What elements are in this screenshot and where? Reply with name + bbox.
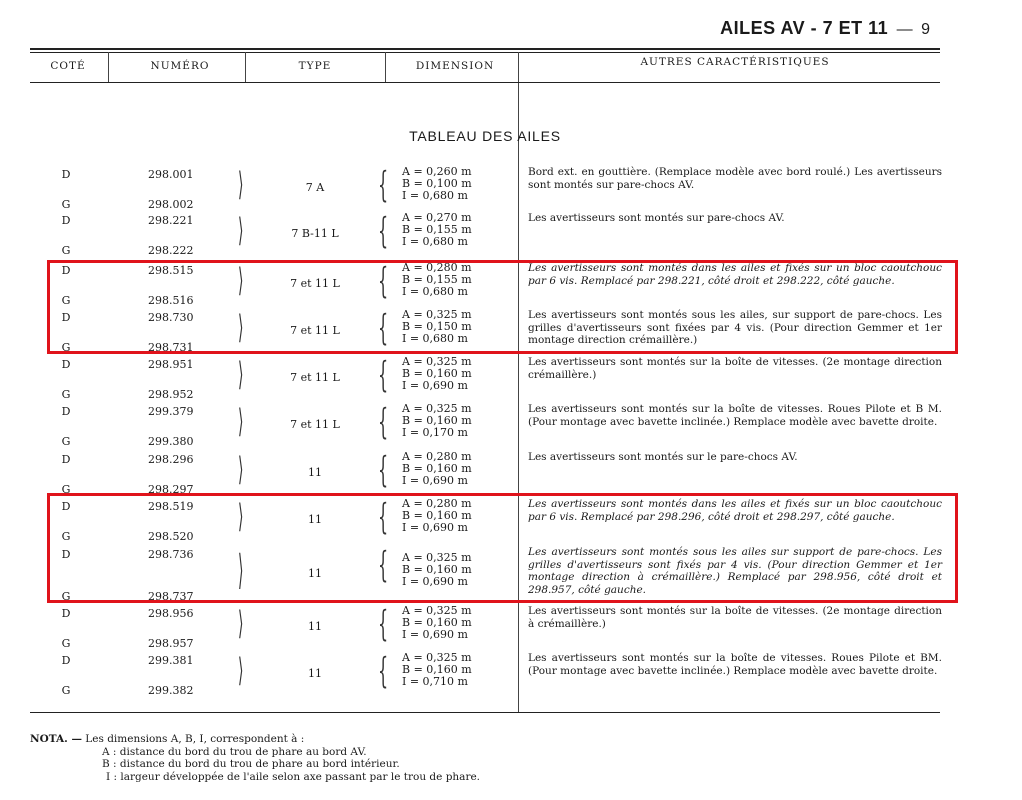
type-cell: 7 B-11 L xyxy=(291,227,339,240)
numero-cell: 298.515 xyxy=(148,264,194,277)
brace-icon: ⟩ xyxy=(238,606,244,644)
dimension-value: A = 0,270 m xyxy=(402,211,472,224)
brace-icon: { xyxy=(378,306,389,349)
brace-icon: { xyxy=(378,163,389,206)
cote-cell: D xyxy=(61,453,71,466)
dimension-value: B = 0,155 m xyxy=(402,223,472,236)
column-header-dimension: DIMENSION xyxy=(415,60,495,72)
type-cell: 7 et 11 L xyxy=(290,371,340,384)
type-cell: 7 et 11 L xyxy=(290,418,340,431)
type-cell: 11 xyxy=(308,667,322,680)
dimension-value: B = 0,160 m xyxy=(402,462,472,475)
cote-cell: G xyxy=(61,198,71,211)
dimension-value: I = 0,680 m xyxy=(402,332,468,345)
cote-cell: D xyxy=(61,654,71,667)
numero-cell: 298.957 xyxy=(148,637,194,650)
numero-cell: 298.296 xyxy=(148,453,194,466)
dimension-value: I = 0,680 m xyxy=(402,285,468,298)
numero-cell: 298.730 xyxy=(148,311,194,324)
dimension-value: B = 0,160 m xyxy=(402,509,472,522)
page-number: 9 xyxy=(921,21,930,38)
type-cell: 11 xyxy=(308,620,322,633)
numero-cell: 298.221 xyxy=(148,214,194,227)
brace-icon: ⟩ xyxy=(238,357,244,395)
type-cell: 7 et 11 L xyxy=(290,324,340,337)
table-title: TABLEAU DES AILES xyxy=(409,128,561,144)
cote-cell: G xyxy=(61,435,71,448)
table-row-group xyxy=(0,353,1022,402)
nota-intro: Les dimensions A, B, I, correspondent à : xyxy=(85,733,305,745)
column-header-numero: NUMÉRO xyxy=(150,60,210,72)
dimension-value: A = 0,280 m xyxy=(402,450,472,463)
description-cell: Les avertisseurs sont montés dans les ailes et fixés sur un bloc caoutchouc par 6 vis. Remplacé par 298.296, côté droit et 298.297, côté gauche. xyxy=(528,498,942,523)
header-rule-thin xyxy=(30,52,940,53)
dimension-value: I = 0,710 m xyxy=(402,675,468,688)
table-row-group xyxy=(0,602,1022,651)
table-row-group xyxy=(0,400,1022,449)
numero-cell: 299.379 xyxy=(148,405,194,418)
numero-cell: 298.951 xyxy=(148,358,194,371)
numero-cell: 298.956 xyxy=(148,607,194,620)
description-cell: Bord ext. en gouttière. (Remplace modèle avec bord roulé.) Les avertisseurs sont montés sur pare-chocs AV. xyxy=(528,166,942,191)
dimension-value: A = 0,280 m xyxy=(402,497,472,510)
dimension-cell xyxy=(402,166,512,202)
cote-cell: D xyxy=(61,264,71,277)
numero-cell: 298.737 xyxy=(148,590,194,603)
dimension-value: I = 0,680 m xyxy=(402,235,468,248)
brace-icon: { xyxy=(378,649,389,692)
numero-cell: 298.297 xyxy=(148,483,194,496)
brace-icon: ⟩ xyxy=(238,452,244,490)
numero-cell: 298.519 xyxy=(148,500,194,513)
cote-cell: D xyxy=(61,311,71,324)
dimension-value: I = 0,690 m xyxy=(402,521,468,534)
cote-cell: G xyxy=(61,590,71,603)
cote-cell: D xyxy=(61,548,71,561)
brace-icon: { xyxy=(378,543,389,586)
brace-icon: { xyxy=(378,495,389,538)
running-head-separator: — xyxy=(896,21,913,38)
column-divider xyxy=(108,52,109,82)
table-row-group xyxy=(0,649,1022,698)
dimension-value: A = 0,280 m xyxy=(402,261,472,274)
table-row-group xyxy=(0,448,1022,497)
type-cell: 11 xyxy=(308,567,322,580)
nota-item: A : distance du bord du trou de phare au bord AV. xyxy=(102,745,367,758)
dimension-value: A = 0,325 m xyxy=(402,651,472,664)
description-cell: Les avertisseurs sont montés sur la boîte de vitesses. (2e montage direction crémaillère.) xyxy=(528,356,942,381)
numero-cell: 298.002 xyxy=(148,198,194,211)
cote-cell: D xyxy=(61,168,71,181)
nota-block xyxy=(30,733,480,783)
dimension-value: I = 0,680 m xyxy=(402,189,468,202)
column-divider xyxy=(245,52,246,82)
numero-cell: 298.222 xyxy=(148,244,194,257)
table-row-group xyxy=(0,209,1022,258)
cote-cell: G xyxy=(61,244,71,257)
nota-item: I : largeur développée de l'aile selon axe passant par le trou de phare. xyxy=(106,770,481,783)
dimension-cell xyxy=(402,451,512,487)
cote-cell: D xyxy=(61,500,71,513)
cote-cell: G xyxy=(61,530,71,543)
table-bottom-rule xyxy=(30,712,940,713)
dimension-value: B = 0,160 m xyxy=(402,663,472,676)
column-header-type: TYPE xyxy=(298,60,332,72)
brace-icon: ⟩ xyxy=(238,499,244,537)
description-cell: Les avertisseurs sont montés dans les ailes et fixés sur un bloc caoutchouc par 6 vis. Remplacé par 298.221, côté droit et 298.222, côté gauche. xyxy=(528,262,942,287)
brace-icon: { xyxy=(378,353,389,396)
brace-icon: { xyxy=(378,400,389,443)
brace-icon: ⟩ xyxy=(238,653,244,691)
brace-icon: ⟩ xyxy=(238,167,244,205)
description-cell: Les avertisseurs sont montés sur la boîte de vitesses. (2e montage direction à crémaillère.) xyxy=(528,605,942,630)
description-cell: Les avertisseurs sont montés sur le pare-chocs AV. xyxy=(528,451,798,463)
dimension-value: B = 0,155 m xyxy=(402,273,472,286)
numero-cell: 298.952 xyxy=(148,388,194,401)
numero-cell: 299.382 xyxy=(148,684,194,697)
dimension-cell xyxy=(402,356,512,392)
description-cell: Les avertisseurs sont montés sous les ailes sur support de pare-chocs. Les grilles d'avertisseurs sont fixés par 4 vis. (Pour direction Gemmer et 1er montage direction à crémaillère.) Remplacé par 298.956, côté droit et 298.957, côté gauche. xyxy=(528,546,942,596)
dimension-value: I = 0,690 m xyxy=(402,379,468,392)
dimension-value: B = 0,160 m xyxy=(402,414,472,427)
nota-item: B : distance du bord du trou de phare au bord intérieur. xyxy=(102,758,400,770)
column-header-cote: COTÉ xyxy=(50,60,86,72)
dimension-value: A = 0,325 m xyxy=(402,402,472,415)
dimension-value: B = 0,160 m xyxy=(402,616,472,629)
cote-cell: G xyxy=(61,388,71,401)
brace-icon: ⟩ xyxy=(238,548,244,596)
description-cell: Les avertisseurs sont montés sur la boîte de vitesses. Roues Pilote et B M. (Pour montage avec bavette inclinée.) Remplace modèle avec bavette droite. xyxy=(528,403,942,428)
cote-cell: D xyxy=(61,214,71,227)
numero-cell: 298.736 xyxy=(148,548,194,561)
dimension-value: A = 0,325 m xyxy=(402,355,472,368)
description-cell: Les avertisseurs sont montés sous les ailes, sur support de pare-chocs. Les grilles d'avertisseurs sont fixées par 4 vis. (Pour direction Gemmer et 1er montage direction crémaillère.) xyxy=(528,309,942,346)
numero-cell: 298.001 xyxy=(148,168,194,181)
dimension-cell xyxy=(402,605,512,641)
dimension-value: A = 0,325 m xyxy=(402,604,472,617)
numero-cell: 299.380 xyxy=(148,435,194,448)
dimension-value: B = 0,160 m xyxy=(402,563,472,576)
dimension-cell xyxy=(402,652,512,688)
dimension-value: B = 0,150 m xyxy=(402,320,472,333)
dimension-value: B = 0,100 m xyxy=(402,177,472,190)
dimension-value: A = 0,325 m xyxy=(402,551,472,564)
brace-icon: ⟩ xyxy=(238,263,244,301)
dimension-value: I = 0,690 m xyxy=(402,474,468,487)
dimension-value: I = 0,690 m xyxy=(402,575,468,588)
brace-icon: ⟩ xyxy=(238,213,244,251)
dimension-value: B = 0,160 m xyxy=(402,367,472,380)
type-cell: 11 xyxy=(308,513,322,526)
running-head-title: AILES AV - 7 ET 11 xyxy=(720,18,889,38)
type-cell: 7 A xyxy=(305,181,325,194)
brace-icon: { xyxy=(378,448,389,491)
header-rule-thick xyxy=(30,48,940,50)
numero-cell: 298.520 xyxy=(148,530,194,543)
description-cell: Les avertisseurs sont montés sur la boîte de vitesses. Roues Pilote et BM. (Pour montage avec bavette inclinée.) Remplace modèle avec bavette droite. xyxy=(528,652,942,677)
dimension-value: I = 0,170 m xyxy=(402,426,468,439)
cote-cell: D xyxy=(61,607,71,620)
column-header-autres: AUTRES CARACTÉRISTIQUES xyxy=(640,56,830,68)
type-cell: 11 xyxy=(308,466,322,479)
header-rule-bottom xyxy=(30,82,940,83)
brace-icon: ⟩ xyxy=(238,404,244,442)
cote-cell: G xyxy=(61,341,71,354)
cote-cell: D xyxy=(61,405,71,418)
cote-cell: G xyxy=(61,637,71,650)
numero-cell: 298.731 xyxy=(148,341,194,354)
table-row-group xyxy=(0,163,1022,212)
brace-icon: { xyxy=(378,259,389,302)
brace-icon: { xyxy=(378,602,389,645)
brace-icon: { xyxy=(378,209,389,252)
cote-cell: G xyxy=(61,483,71,496)
dimension-cell xyxy=(402,212,512,248)
description-cell: Les avertisseurs sont montés sur pare-chocs AV. xyxy=(528,212,785,224)
cote-cell: D xyxy=(61,358,71,371)
dimension-value: I = 0,690 m xyxy=(402,628,468,641)
type-cell: 7 et 11 L xyxy=(290,277,340,290)
highlight-box-2 xyxy=(47,493,958,603)
dimension-value: A = 0,325 m xyxy=(402,308,472,321)
brace-icon: ⟩ xyxy=(238,310,244,348)
cote-cell: G xyxy=(61,294,71,307)
numero-cell: 298.516 xyxy=(148,294,194,307)
running-head xyxy=(600,18,930,44)
cote-cell: G xyxy=(61,684,71,697)
nota-label: NOTA. — xyxy=(30,733,82,745)
dimension-cell xyxy=(402,403,512,439)
numero-cell: 299.381 xyxy=(148,654,194,667)
column-divider xyxy=(385,52,386,82)
highlight-box-1 xyxy=(47,260,958,354)
dimension-value: A = 0,260 m xyxy=(402,165,472,178)
